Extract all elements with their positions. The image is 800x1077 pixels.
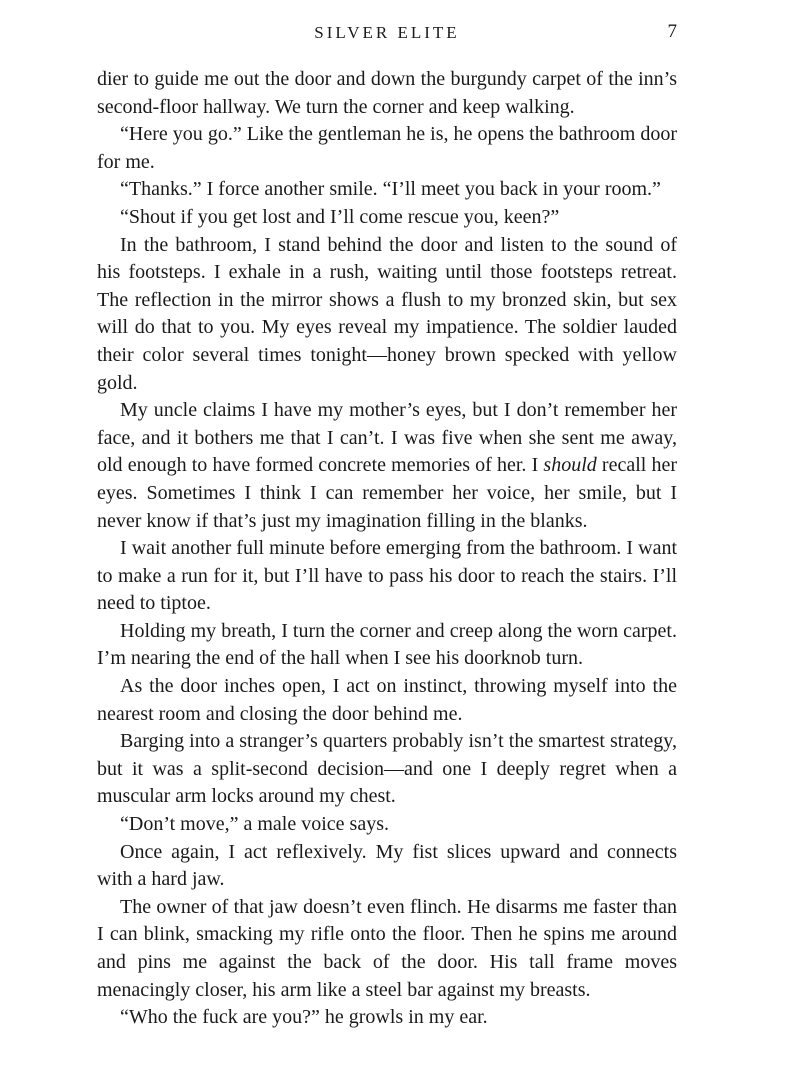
paragraph-5: In the bathroom, I stand behind the door and listen to the sound of his footsteps. I exhale in a rush, waiting until those footsteps retreat. The reflection in the mirror shows a flush to my bronzed skin, but sex will do that to you. My eyes reveal my impatience. The soldier lauded their color several times tonight—honey brown specked with yellow gold. <box>97 233 677 394</box>
paragraph-6-emphasis: should <box>543 454 597 477</box>
book-page <box>97 0 677 1032</box>
paragraph-6-after: recall her eyes. Sometimes I think I can remember her voice, her smile, but I never know if that’s just my imagination filling in the blanks. <box>97 454 678 532</box>
paragraph-8: Holding my breath, I turn the corner and creep along the worn carpet. I’m nearing the end of the hall when I see his doorknob turn. <box>97 619 677 670</box>
paragraph-14: “Who the fuck are you?” he growls in my ear. <box>120 1006 488 1029</box>
paragraph-2: “Here you go.” Like the gentleman he is, he opens the bathroom door for me. <box>97 123 677 173</box>
page-number: 7 <box>667 21 677 42</box>
paragraph-6 <box>97 397 677 535</box>
paragraph-7: I wait another full minute before emerging from the bathroom. I want to make a run for it, but I’ll have to pass his door to reach the stairs. I’ll need to tiptoe. <box>97 537 677 615</box>
paragraph-3: “Thanks.” I force another smile. “I’ll meet you back in your room.” <box>120 178 661 201</box>
paragraph-1: dier to guide me out the door and down the burgundy carpet of the inn’s second-floor hallway. We turn the corner and keep walking. <box>97 68 677 118</box>
paragraph-13: The owner of that jaw doesn’t even flinch. He disarms me faster than I can blink, smacking my rifle onto the floor. Then he spins me around and pins me against the back of the door. His tall frame moves menacingly closer, his arm like a steel bar against my breasts. <box>97 895 677 1001</box>
paragraph-9: As the door inches open, I act on instinct, throwing myself into the nearest room and closing the door behind me. <box>97 675 677 725</box>
paragraph-4: “Shout if you get lost and I’ll come rescue you, keen?” <box>120 205 560 228</box>
paragraph-6-before: My uncle claims I have my mother’s eyes, but I don’t remember her face, and it bothers me that I can’t. I was five when she sent me away, old enough to have formed concrete memories of her. I <box>97 399 677 477</box>
paragraph-12: Once again, I act reflexively. My fist slices upward and connects with a hard jaw. <box>97 840 677 891</box>
running-header <box>97 0 677 66</box>
running-title: SILVER ELITE <box>314 23 460 42</box>
body-text <box>97 66 677 1032</box>
paragraph-11: “Don’t move,” a male voice says. <box>120 813 389 836</box>
paragraph-10: Barging into a stranger’s quarters probably isn’t the smartest strategy, but it was a split-second decision—and one I deeply regret when a muscular arm locks around my chest. <box>97 730 677 808</box>
